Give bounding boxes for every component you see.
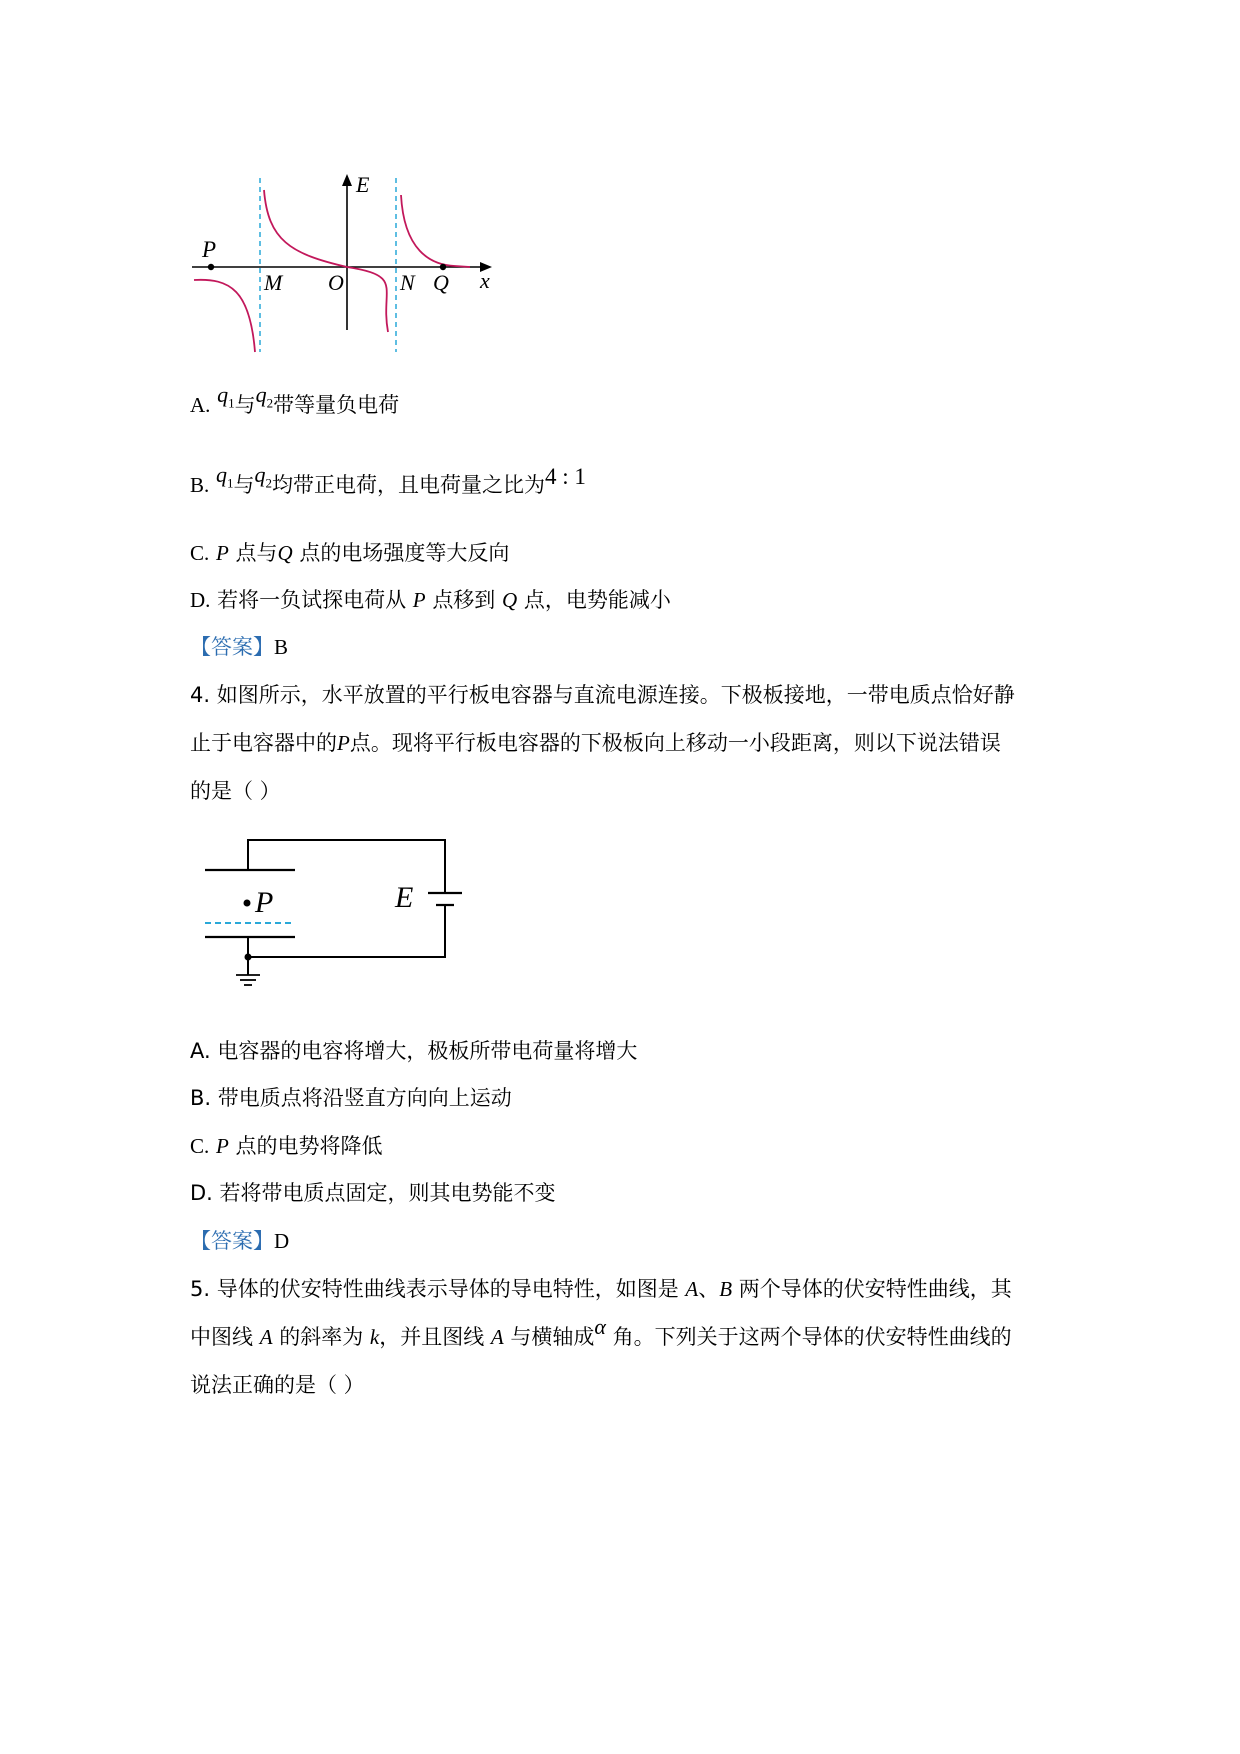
curve-right (401, 195, 470, 267)
label-p: P (255, 886, 274, 919)
label-x: x (480, 268, 490, 293)
label-e: E (356, 172, 370, 197)
q4-answer: 【答案】D (190, 1229, 290, 1253)
q3-option-b: B. $q_1$与$q_2$均带正电荷，且电荷量之比为4 : 1 (190, 462, 586, 497)
q3-option-d: D. 若将一负试探电荷从 P 点移到 Q 点，电势能减小 (190, 588, 671, 612)
q4-option-d: D. 若将带电质点固定，则其电势能不变 (190, 1181, 556, 1205)
junction-dot (245, 954, 252, 961)
label-q: Q (433, 270, 449, 295)
particle-p (244, 900, 251, 907)
curve-left (194, 280, 255, 352)
upper-wire (248, 840, 445, 893)
point-p (208, 264, 214, 270)
q4-option-b: B. 带电质点将沿竖直方向向上运动 (190, 1086, 512, 1110)
q5-stem-line-2: 中图线 A 的斜率为 k，并且图线 A 与横轴成α 角。下列关于这两个导体的伏安特性曲线的 (190, 1314, 1012, 1349)
label-o: O (328, 270, 344, 295)
curve-middle (264, 190, 388, 332)
field-strength-graph (190, 170, 500, 355)
q5-stem-line-1: 5. 导体的伏安特性曲线表示导体的导电特性，如图是 A、B 两个导体的伏安特性曲线，其 (190, 1277, 1012, 1301)
e-axis-arrow (342, 174, 352, 186)
q3-option-c: C. P 点与Q 点的电场强度等大反向 (190, 541, 510, 565)
label-m: M (264, 270, 283, 295)
lower-wire (248, 905, 445, 957)
q4-option-a: A. 电容器的电容将增大，极板所带电荷量将增大 (190, 1039, 638, 1063)
q4-stem-line-2: 止于电容器中的P点。现将平行板电容器的下极板向上移动一小段距离，则以下说法错误 (190, 731, 1001, 755)
q4-stem-line-3: 的是（ ） (190, 779, 281, 803)
label-e: E (395, 881, 414, 914)
q4-option-c: C. P 点的电势将降低 (190, 1134, 383, 1158)
q5-stem-line-3: 说法正确的是（ ） (190, 1373, 365, 1397)
q3-answer: 【答案】B (190, 635, 289, 659)
capacitor-circuit-diagram (200, 835, 470, 1000)
q4-stem-line-1: 4. 如图所示，水平放置的平行板电容器与直流电源连接。下极板接地，一带电质点恰好静 (190, 683, 1015, 707)
label-p: P (202, 237, 217, 262)
q3-option-a: A. $q_1$与$q_2$带等量负电荷 (190, 382, 400, 417)
label-n: N (400, 270, 415, 295)
